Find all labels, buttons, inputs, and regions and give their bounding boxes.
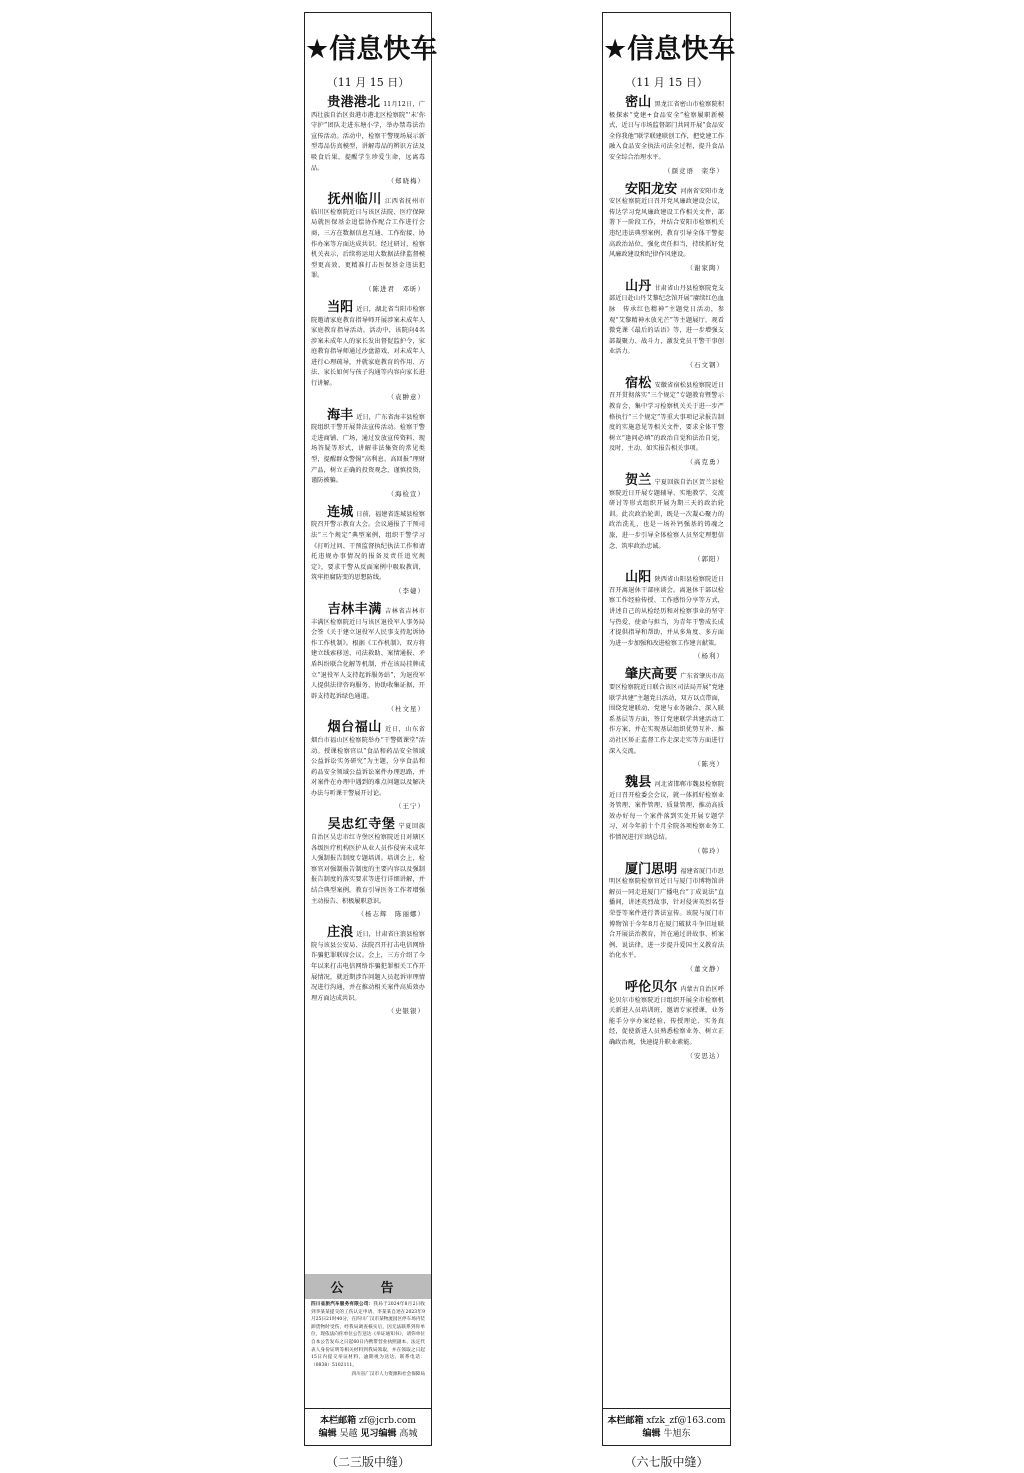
news-item xyxy=(603,181,730,272)
right-column xyxy=(602,12,736,1446)
notice-text: 我局于2024年8月2日收到李某某提交的工伤认定申请，李某某自述在2023年9月25日21时40分，在四川广汉市某物流园区停车场内装卸货物时受伤，经我局调查核实后，因无法联系到你单位，现依法向你单位公告送达《举证通知书》，请你单位自本公告发布之日起60日内携带营业执照副本、法定代表人身份证明等相关材料到我局领取，并在领取之日起15日内提交举证材料，逾期视为送达。联系电话：（0838）5102111。 xyxy=(311,1302,426,1368)
item-headline: 山丹 xyxy=(625,278,652,294)
news-item xyxy=(603,473,730,564)
item-byline: （陈进君 邓昕） xyxy=(365,284,425,293)
item-headline: 海丰 xyxy=(327,407,354,423)
seam-label: （二三版中缝） xyxy=(325,1455,410,1469)
mailbox-address: xfzk_zf@163.com xyxy=(646,1416,726,1426)
item-headline: 吉林丰满 xyxy=(327,601,382,617)
news-item xyxy=(305,407,431,498)
news-item xyxy=(305,192,431,293)
news-item xyxy=(603,980,730,1060)
masthead: ★信息快车 xyxy=(603,34,736,65)
news-item xyxy=(305,720,431,811)
news-item xyxy=(603,667,730,769)
item-headline: 密山 xyxy=(625,95,652,110)
item-body: 内蒙古自治区呼伦贝尔市检察院近日组织开展全市检察机关新进人员培训班，邀请专家授课，业务能手分享办案经验，传授理论、实务真经，促使新进人员熟悉检察业务、树立正确政治观，快速提升职业素能。 xyxy=(609,986,724,1046)
item-byline: （韩玲） xyxy=(694,846,724,855)
item-headline: 厦门思明 xyxy=(625,861,678,877)
item-headline: 当阳 xyxy=(327,299,354,315)
item-byline: （袁翀意） xyxy=(387,392,425,401)
item-headline: 呼伦贝尔 xyxy=(625,980,678,995)
item-body: 福建省厦门市思明区检察院检察官近日与厦门市博物馆讲解员一同走进厦门广播电台“丁成说法”直播间，讲述英烈故事，针对侵害英烈名誉荣誉等案件进行普法宣传。该院与厦门市博物馆于今年8月在厦门破狱斗争旧址联合开展法治教育，旨在通过讲故事、析案例、说法律，进一步提升爱国主义教育法治化水平。 xyxy=(609,867,724,960)
item-headline: 贵港港北 xyxy=(327,95,381,110)
item-byline: （陈亮） xyxy=(694,760,724,769)
news-item xyxy=(305,95,431,186)
news-item xyxy=(305,601,431,714)
news-item xyxy=(305,299,431,401)
seam-label: （六七版中缝） xyxy=(624,1455,709,1469)
item-headline: 宿松 xyxy=(625,375,652,391)
item-headline: 贺兰 xyxy=(625,473,652,489)
public-notice xyxy=(305,1274,431,1377)
issue-date: （11 月 15 日） xyxy=(625,76,708,89)
item-byline: （王宁） xyxy=(395,802,425,811)
column-footer xyxy=(305,1408,431,1445)
intern-editor-name: 高城 xyxy=(399,1429,418,1439)
item-byline: （安思达） xyxy=(686,1051,724,1060)
item-byline: （石文钢） xyxy=(686,360,724,369)
item-body: 宁夏回族自治区吴忠市红寺堡区检察院近日对辖区各级医疗机构医护从业人员作侵害未成年人强制报告制度专题培训。培训会上，检察官对强制报告制度的主要内容以及强制报告制度的落实要求等进行详细讲解，并结合典型案例，教育引导医务工作者增强主动报告、积极履职意识。 xyxy=(311,823,425,905)
news-item xyxy=(603,775,730,855)
mailbox-address: zf@jcrb.com xyxy=(359,1416,416,1426)
item-body: 河南省安阳市龙安区检察院近日召开党风廉政建设会议，传达学习党风廉政建设工作相关文件，部署下一阶段工作，并结合安阳市检察机关违纪违法典型案例，教育引导全体干警提高政治站位，强化责任担当，持续抓好党风廉政建设和纪律作风建设。 xyxy=(609,187,724,259)
item-body: 近日，甘肃省庄浪县检察院与该县公安局、法院召开打击电信网络诈骗犯罪联席会议。会上，三方介绍了今年以来打击电信网络诈骗犯罪相关工作开展情况，就近期涉诈问题人员起诉审理情况进行沟通，并在推动相关案件高质效办理方面达成共识。 xyxy=(311,931,425,1002)
news-item xyxy=(603,570,730,661)
item-body: 宁夏回族自治区贺兰县检察院近日开展专题辅导、实地教学、交流研讨等形式组织开展为期三天的政治轮训。此次政治轮训，既是一次凝心聚力的政治洗礼，也是一场补钙强基的铸魂之旅，进一步引导全体检察人员坚定理想信念、筑牢政治忠诚。 xyxy=(609,479,724,550)
news-item xyxy=(305,504,431,595)
item-byline: （杨利） xyxy=(694,652,724,661)
intern-editor-label: 见习编辑 xyxy=(360,1429,397,1439)
mailbox-label: 本栏邮箱 xyxy=(320,1416,357,1426)
item-byline: （杜文星） xyxy=(387,705,425,714)
item-headline: 庄浪 xyxy=(327,925,354,941)
item-headline: 肇庆高要 xyxy=(625,667,678,683)
notice-title: 公 告 xyxy=(305,1274,431,1299)
item-body: 陕西省山阳县检察院近日召开离退休干部座谈会。离退休干部以检察工作经验传授、工作感悟分享等方式，讲述自己的从检经历和对检察事业的坚守与热爱、使命与担当，为青年干警成长成才提供指导和帮助，并从多角度、多方面为进一步加强和改进检察工作建言献策。 xyxy=(609,576,724,647)
item-headline: 连城 xyxy=(327,504,354,520)
news-item xyxy=(305,925,431,1016)
news-item xyxy=(305,817,431,919)
item-headline: 烟台福山 xyxy=(327,720,382,736)
item-body: 江西省抚州市临川区检察院近日与该区法院、医疗保障局就医保基金追偿协作配合工作进行会商，三方在数据信息互通、工作衔接、协作办案等方面达成共识。经过研讨，检察机关表示，后续将运用大数据法律监督模型更高效、更精准打击医保基金违法犯罪。 xyxy=(311,198,425,280)
editor-label: 编辑 xyxy=(642,1429,661,1439)
item-body: 黑龙江省密山市检察院积极探索“党建+食品安全”检察履职新模式，近日与市场监督部门共同开展“食品安全你我他”联学联建联创工作，把党建工作融入食品安全执法司法全过程，提升食品安全综合治理水平。 xyxy=(609,101,724,161)
item-byline: （史银银） xyxy=(387,1007,425,1016)
mailbox-label: 本栏邮箱 xyxy=(607,1416,644,1426)
notice-signature: 四川省广汉市人力资源和社会保障局 xyxy=(351,1372,425,1378)
item-byline: （杨志辉 陈丽娜） xyxy=(357,910,425,919)
item-headline: 山阳 xyxy=(625,570,652,586)
item-byline: （谢家陶） xyxy=(686,263,724,272)
news-item xyxy=(603,861,730,973)
editor-label: 编辑 xyxy=(318,1429,337,1439)
item-body: 河北省邯郸市魏县检察院近日召开检委会会议，就一体抓好检察业务管理、案件管理、质量管理，推动高质效办好每一个案件落到实处开展专题学习，对今年前十个月全院各项检察业务工作情况进行归纳总结。 xyxy=(609,781,724,842)
news-item xyxy=(603,95,730,175)
item-body: 日前，福建省连城县检察院召开警示教育大会。会议通报了干预司法“三个规定”典型案例，组织干警学习《打听过问、干预监督执纪执法工作和请托违规办事情况的报备及责任追究规定》，要求干警从反面案例中吸取教训，筑牢拒腐防变的思想防线。 xyxy=(311,510,425,582)
item-body: 甘肃省山丹县检察院党支部近日赴山丹艾黎纪念馆开展“赓续红色血脉 传承红色精神”主题党日活动，参观“艾黎精神永放光芒”等主题展厅，观看微党课《最后的话语》等，进一步增强支部凝聚力、战斗力，激发党员干警干事创业活力。 xyxy=(609,284,724,356)
item-byline: （颜竞语 栾华） xyxy=(664,166,724,175)
item-byline: （李婕） xyxy=(395,586,425,595)
issue-date: （11 月 15 日） xyxy=(326,76,410,89)
masthead: ★信息快车 xyxy=(305,34,438,65)
item-headline: 安阳龙安 xyxy=(625,181,678,197)
notice-addressee: 四川省旅汽车服务有限公司： xyxy=(311,1302,374,1307)
item-headline: 抚州临川 xyxy=(327,192,382,208)
item-byline: （海检宣） xyxy=(387,489,425,498)
item-byline: （董文静） xyxy=(686,965,724,973)
item-body: 广东省肇庆市高要区检察院近日联合该区司法局开展“党建联学共建”主题党日活动，双方以点带面，围绕党建联动、党建与业务融合、深入联系基层等方面，签订党建联学共建活动工作方案，并在实现基层组织优势互补、推动社区矫正监督工作走深走实等方面进行深入交流。 xyxy=(609,673,724,755)
left-column xyxy=(304,12,438,1446)
item-body: 近日，山东省烟台市福山区检察院举办“干警微课堂”活动。授课检察官以“食品和药品安全领域公益诉讼实务研究”为主题，分享食品和药品安全领域公益诉讼案件办理思路，并对案件在办理中遇到的难点问题以及解决办法与听课干警展开讨论。 xyxy=(311,726,425,797)
item-byline: （郭阳） xyxy=(694,555,724,564)
news-item xyxy=(603,375,730,467)
item-body: 安徽省宿松县检察院近日召开贯彻落实“三个规定”专题教育暨警示教育会，集中学习检察机关关于进一步严格执行“三个规定”等重大事项记录报告制度的实施意见等相关文件，要求全体干警树立“逢问必填”的政治自觉和法治自觉，及时、主动、如实报告相关事项。 xyxy=(609,381,724,453)
item-headline: 魏县 xyxy=(625,775,652,791)
item-body: 近日，湖北省当阳市检察院邀请家庭教育指导师开展涉案未成年人家庭教育指导活动。活动中，该院向4名涉案未成年人的家长发出督促监护令，家庭教育指导师通过沙盘游戏，对未成年人进行心理疏导，并就家庭教育的作用、方法、家长如何与孩子沟通等内容向家长进行讲解。 xyxy=(311,305,425,388)
editor-name: 吴越 xyxy=(339,1429,358,1439)
item-body: 吉林省吉林市丰满区检察院近日与该区退役军人事务局会签《关于建立退役军人民事支持起诉协作工作机制》。根据《工作机制》，双方将建立线索移送、司法救助、案情通报、矛盾纠纷联合化解等机制，并在该局挂牌成立“退役军人支持起诉服务站”，为退役军人提供法律咨询服务，协助收集证据，开辟支持起诉绿色通道。 xyxy=(311,607,425,700)
item-byline: （郑晓梅） xyxy=(387,177,425,186)
item-byline: （高克勇） xyxy=(686,458,724,467)
news-item xyxy=(603,278,730,369)
item-body: 近日，广东省海丰县检察院组织干警开展普法宣传活动。检察干警走进商铺、广场，通过发放宣传资料、现场答疑等形式，讲解非法集资的常见类型，提醒群众警惕“高利息、高回报”理财产品，树立正确的投资观念，谨慎投资，谨防被骗。 xyxy=(311,413,425,485)
editor-name: 牛旭东 xyxy=(663,1429,691,1439)
item-body: 11月12日，广西壮族自治区贵港市港北区检察院“‘未’你守护”团队走进东塘小学，举办禁毒法治宣传活动。活动中，检察干警现场展示新型毒品仿真模型，讲解毒品的辨识方法及吸食后果，提醒学生珍爱生命，远离毒品。 xyxy=(311,101,425,172)
item-headline: 吴忠红寺堡 xyxy=(327,817,396,833)
column-footer xyxy=(603,1408,730,1445)
